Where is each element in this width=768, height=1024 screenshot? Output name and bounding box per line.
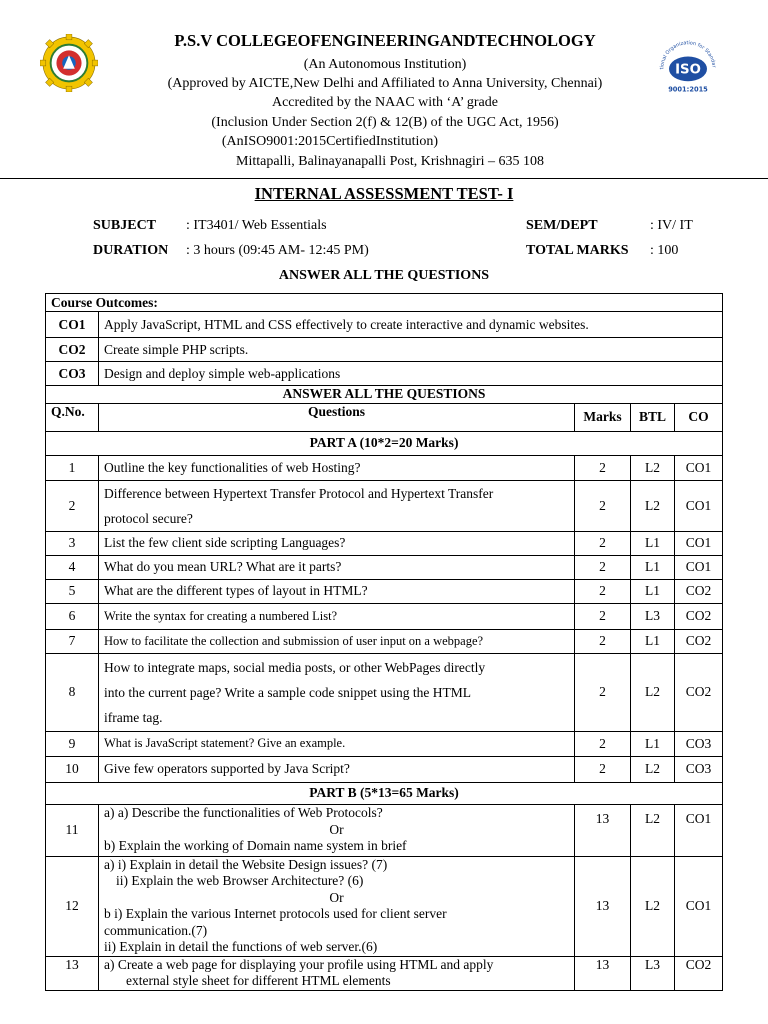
question-co: CO2 (675, 579, 723, 603)
iso-standard: 9001:2015 (668, 85, 708, 94)
question-marks: 13 (575, 956, 631, 990)
co-code: CO3 (46, 362, 99, 386)
question-text: List the few client side scripting Languages? (99, 531, 575, 555)
question-marks: 2 (575, 756, 631, 782)
question-number: 1 (46, 455, 99, 480)
question-marks: 2 (575, 629, 631, 653)
question-number: 7 (46, 629, 99, 653)
question-line: a) Create a web page for displaying your profile using HTML and apply (104, 956, 494, 972)
question-text: Write the syntax for creating a numbered List? (99, 603, 575, 629)
table-row (46, 856, 723, 956)
question-btl: L2 (631, 804, 675, 856)
question-line: iframe tag. (104, 709, 163, 725)
co-text: Apply JavaScript, HTML and CSS effectively to create interactive and dynamic websites. (99, 312, 723, 338)
header-line-ugc: (Inclusion Under Section 2(f) & 12(B) of the UGC Act, 1956) (211, 115, 559, 130)
table-row (46, 629, 723, 653)
question-line-or: Or (329, 889, 344, 905)
question-number: 11 (46, 804, 99, 856)
question-btl: L2 (631, 480, 675, 531)
co-row (46, 312, 723, 338)
question-btl: L1 (631, 579, 675, 603)
question-btl: L3 (631, 956, 675, 990)
test-title: INTERNAL ASSESSMENT TEST- I (254, 184, 514, 203)
question-marks: 2 (575, 653, 631, 731)
question-marks: 2 (575, 455, 631, 480)
co-code: CO1 (46, 312, 99, 338)
part-a-heading: PART A (10*2=20 Marks) (46, 431, 723, 455)
question-marks: 13 (575, 856, 631, 956)
header-line-iso: (AnISO9001:2015CertifiedInstitution) (221, 134, 439, 149)
question-number: 8 (46, 653, 99, 731)
question-btl: L2 (631, 653, 675, 731)
question-line-or: Or (329, 821, 344, 837)
question-co: CO3 (675, 756, 723, 782)
total-marks-value: : 100 (650, 243, 679, 258)
duration-value: : 3 hours (09:45 AM- 12:45 PM) (186, 243, 369, 258)
question-co: CO1 (675, 455, 723, 480)
table-row (46, 603, 723, 629)
subject-value: : IT3401/ Web Essentials (186, 218, 327, 233)
question-co: CO3 (675, 731, 723, 756)
duration-label: DURATION (93, 243, 169, 258)
part-b-row (46, 782, 723, 804)
co-heading-row (46, 294, 723, 312)
question-number: 10 (46, 756, 99, 782)
table-row (46, 531, 723, 555)
question-text: What is JavaScript statement? Give an example. (99, 731, 575, 756)
header-line-address: Mittapalli, Balinayanapalli Post, Krishnagiri – 635 108 (236, 154, 544, 169)
question-btl: L2 (631, 756, 675, 782)
col-header-qno: Q.No. (46, 403, 99, 431)
co-heading: Course Outcomes: (46, 294, 723, 312)
question-line: communication.(7) (104, 922, 208, 938)
header-line-naac: Accredited by the NAAC with ‘A’ grade (271, 95, 498, 110)
table-row (46, 731, 723, 756)
question-number: 5 (46, 579, 99, 603)
co-row (46, 338, 723, 362)
question-marks: 2 (575, 579, 631, 603)
question-number: 6 (46, 603, 99, 629)
question-marks: 2 (575, 731, 631, 756)
co-text: Create simple PHP scripts. (99, 338, 723, 362)
question-btl: L2 (631, 856, 675, 956)
question-btl: L1 (631, 731, 675, 756)
question-line: a) a) Describe the functionalities of Web Protocols? (104, 805, 383, 821)
question-line: a) i) Explain in detail the Website Design issues? (7) (104, 856, 388, 872)
question-co: CO1 (675, 480, 723, 531)
question-text (99, 653, 575, 731)
co-text: Design and deploy simple web-applications (99, 362, 723, 386)
question-number: 2 (46, 480, 99, 531)
question-co: CO1 (675, 856, 723, 956)
question-number: 12 (46, 856, 99, 956)
table-row (46, 653, 723, 731)
question-btl: L1 (631, 531, 675, 555)
question-marks: 2 (575, 480, 631, 531)
table-row (46, 455, 723, 480)
college-logo (40, 34, 98, 92)
table-row (46, 804, 723, 856)
question-number: 9 (46, 731, 99, 756)
col-header-marks: Marks (575, 403, 631, 431)
question-text (99, 480, 575, 531)
question-btl: L3 (631, 603, 675, 629)
question-line: ii) Explain in detail the functions of web server.(6) (104, 939, 378, 954)
subject-label: SUBJECT (93, 218, 157, 233)
header-divider (0, 178, 768, 179)
question-text (99, 956, 575, 990)
question-marks: 2 (575, 531, 631, 555)
table-answer-all: ANSWER ALL THE QUESTIONS (46, 386, 723, 404)
question-co: CO2 (675, 629, 723, 653)
question-number: 4 (46, 555, 99, 579)
question-marks: 13 (575, 804, 631, 856)
answer-all-row (46, 386, 723, 404)
question-co: CO1 (675, 555, 723, 579)
question-marks: 2 (575, 555, 631, 579)
question-table (45, 293, 723, 991)
semdept-value: : IV/ IT (650, 218, 693, 233)
question-number: 3 (46, 531, 99, 555)
co-code: CO2 (46, 338, 99, 362)
question-line: ii) Explain the web Browser Architecture? (6) (116, 873, 364, 888)
question-co: CO2 (675, 603, 723, 629)
table-row (46, 579, 723, 603)
question-line: b i) Explain the various Internet protocols used for client server (104, 906, 447, 921)
question-line: external style sheet for different HTML elements (126, 973, 391, 988)
answer-all-heading: ANSWER ALL THE QUESTIONS (278, 268, 490, 283)
college-name: P.S.V COLLEGEOFENGINEERINGANDTECHNOLOGY (174, 31, 596, 50)
question-co: CO1 (675, 531, 723, 555)
header-line-autonomous: (An Autonomous Institution) (303, 57, 467, 72)
table-header-row (46, 403, 723, 431)
question-line: into the current page? Write a sample code snippet using the HTML (104, 684, 471, 700)
question-line: protocol secure? (104, 510, 193, 526)
question-text: Give few operators supported by Java Script? (99, 756, 575, 782)
part-b-heading: PART B (5*13=65 Marks) (46, 782, 723, 804)
iso-logo (650, 36, 726, 98)
co-row (46, 362, 723, 386)
col-header-co: CO (675, 403, 723, 431)
header-line-approval: (Approved by AICTE,New Delhi and Affiliated to Anna University, Chennai) (167, 76, 603, 91)
svg-text:International Organization for: tional Organization for Standar (659, 40, 717, 70)
table-row (46, 555, 723, 579)
col-header-btl: BTL (631, 403, 675, 431)
question-co: CO2 (675, 956, 723, 990)
question-btl: L1 (631, 629, 675, 653)
question-line: b) Explain the working of Domain name system in brief (104, 838, 407, 854)
question-text: What do you mean URL? What are it parts? (99, 555, 575, 579)
table-row (46, 956, 723, 990)
iso-mark: ISO (675, 62, 701, 78)
question-text: How to facilitate the collection and submission of user input on a webpage? (99, 629, 575, 653)
question-text (99, 804, 575, 856)
question-text: Outline the key functionalities of web Hosting? (99, 455, 575, 480)
question-text (99, 856, 575, 956)
question-btl: L1 (631, 555, 675, 579)
question-text: What are the different types of layout in HTML? (99, 579, 575, 603)
question-co: CO2 (675, 653, 723, 731)
question-btl: L2 (631, 455, 675, 480)
total-marks-label: TOTAL MARKS (526, 243, 629, 258)
question-co: CO1 (675, 804, 723, 856)
question-number: 13 (46, 956, 99, 990)
table-row (46, 480, 723, 531)
table-row (46, 756, 723, 782)
part-a-row (46, 431, 723, 455)
question-line: How to integrate maps, social media posts, or other WebPages directly (104, 659, 486, 675)
col-header-questions: Questions (99, 403, 575, 431)
question-line: Difference between Hypertext Transfer Protocol and Hypertext Transfer (104, 485, 494, 501)
semdept-label: SEM/DEPT (526, 218, 598, 233)
question-marks: 2 (575, 603, 631, 629)
